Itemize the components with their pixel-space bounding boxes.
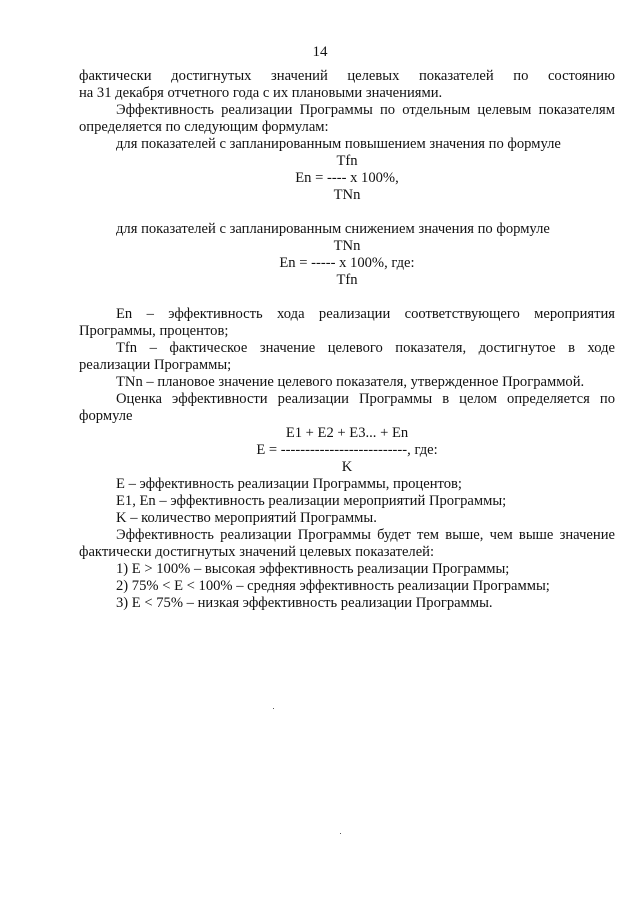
formula-increase xyxy=(79,153,615,204)
paragraph-1-line-2: на 31 декабря отчетного года с их плановыми значениями. xyxy=(79,85,443,101)
formula-increase-denominator: TNn xyxy=(333,187,361,203)
definition-k: K – количество мероприятий Программы. xyxy=(116,510,377,526)
spacer xyxy=(79,204,615,221)
formula-decrease-denominator: Tfn xyxy=(336,272,358,288)
formula-increase-numerator: Tfn xyxy=(336,153,358,169)
paragraph-effectiveness-levels-intro: Эффективность реализации Программы будет тем выше, чем выше значение фактически достигнутых значений целевых показателей: xyxy=(79,527,615,560)
paragraph-1-line-1: фактически достигнутых значений целевых показателей по состоянию xyxy=(79,68,615,84)
document-body xyxy=(79,68,615,612)
formula-overall-main: E = --------------------------, где: xyxy=(256,442,438,458)
formula-increase-main: En = ---- x 100%, xyxy=(295,170,399,186)
formula-overall xyxy=(79,425,615,476)
formula-decrease-main: En = ----- x 100%, где: xyxy=(279,255,415,271)
definition-en: En – эффективность хода реализации соответствующего мероприятия Программы, процентов; xyxy=(79,306,615,339)
definition-tnn: TNn – плановое значение целевого показателя, утвержденное Программой. xyxy=(116,374,585,390)
spacer xyxy=(79,289,615,306)
paragraph-overall-formula-intro: Оценка эффективности реализации Программы в целом определяется по формуле xyxy=(79,391,615,424)
paragraph-formulas-intro: Эффективность реализации Программы по отдельным целевым показателям определяется по следующим формулам: xyxy=(79,102,615,135)
list-item-low: 3) E < 75% – низкая эффективность реализации Программы. xyxy=(116,595,493,611)
page-number: 14 xyxy=(312,44,328,60)
formula-decrease xyxy=(79,238,615,289)
formula-decrease-numerator: TNn xyxy=(333,238,361,254)
paragraph-decrease-formula-intro: для показателей с запланированным снижением значения по формуле xyxy=(116,221,550,237)
formula-overall-numerator: E1 + E2 + E3... + En xyxy=(285,425,409,441)
definition-e1-en: E1, En – эффективность реализации мероприятий Программы; xyxy=(116,493,507,509)
definition-tfn: Tfn – фактическое значение целевого показателя, достигнутое в ходе реализации Программы; xyxy=(79,340,615,373)
list-item-high: 1) E > 100% – высокая эффективность реализации Программы; xyxy=(116,561,510,577)
list-item-medium: 2) 75% < E < 100% – средняя эффективность реализации Программы; xyxy=(116,578,550,594)
paragraph-increase-formula-intro: для показателей с запланированным повышением значения по формуле xyxy=(116,136,561,152)
scan-speck xyxy=(340,833,341,834)
formula-overall-denominator: K xyxy=(341,459,353,475)
definition-e: E – эффективность реализации Программы, процентов; xyxy=(116,476,462,492)
scan-speck xyxy=(273,708,274,709)
